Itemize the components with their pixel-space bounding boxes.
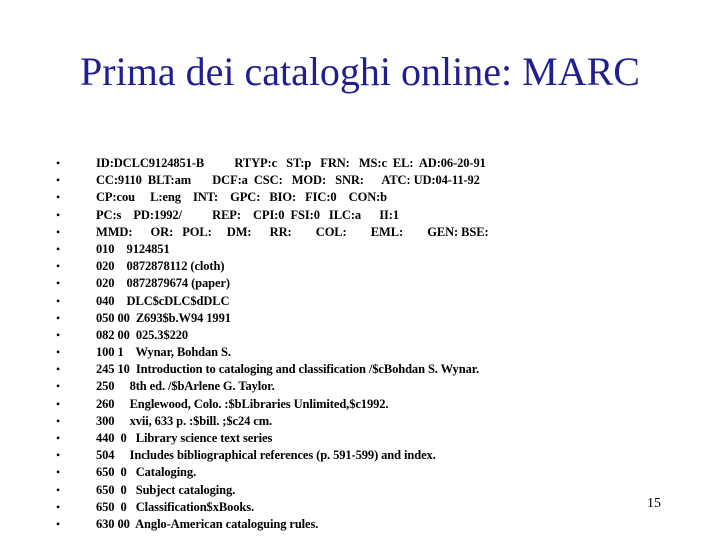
bullet-icon: • <box>56 516 61 531</box>
list-item <box>56 310 656 327</box>
marc-field-text: 630 00 Anglo-American cataloguing rules. <box>96 516 319 531</box>
bullet-icon: • <box>56 310 61 325</box>
list-item <box>56 430 656 447</box>
marc-field-text: 245 10 Introduction to cataloging and classification /$cBohdan S. Wynar. <box>96 362 480 377</box>
bullet-icon: • <box>56 431 61 445</box>
marc-field-text: 020 0872879674 (paper) <box>96 276 230 291</box>
list-item <box>56 293 656 310</box>
bullet-icon: • <box>56 362 61 377</box>
list-item <box>56 224 656 241</box>
list-item <box>56 258 656 275</box>
list-item <box>56 447 656 464</box>
list-item <box>56 189 656 206</box>
list-item <box>56 172 656 189</box>
bullet-icon: • <box>56 173 61 188</box>
marc-field-text: 100 1 Wynar, Bohdan S. <box>96 345 231 360</box>
marc-field-text: MMD: OR: POL: DM: RR: COL: EML: GEN: BSE: <box>96 224 489 239</box>
bullet-icon: • <box>56 156 61 170</box>
list-item <box>56 361 656 378</box>
bullet-icon: • <box>56 276 61 291</box>
list-item <box>56 499 656 516</box>
marc-field-text: 650 0 Subject cataloging. <box>96 482 236 497</box>
marc-field-text: 250 8th ed. /$bArlene G. Taylor. <box>96 379 275 394</box>
bullet-icon: • <box>56 345 61 360</box>
bullet-icon: • <box>56 224 61 239</box>
marc-field-text: 440 0 Library science text series <box>96 431 273 445</box>
list-item <box>56 378 656 395</box>
bullet-icon: • <box>56 413 61 428</box>
list-item <box>56 344 656 361</box>
bullet-icon: • <box>56 482 61 497</box>
marc-field-text: 300 xvii, 633 p. :$bill. ;$c24 cm. <box>96 413 273 428</box>
marc-field-text: 082 00 025.3$220 <box>96 327 189 342</box>
list-item <box>56 241 656 258</box>
bullet-icon: • <box>56 259 61 274</box>
marc-field-text: 050 00 Z693$b.W94 1991 <box>96 310 231 325</box>
bullet-icon: • <box>56 499 61 514</box>
list-item <box>56 464 656 481</box>
slide-title: Prima dei cataloghi online: MARC <box>80 49 640 94</box>
list-item <box>56 413 656 430</box>
bullet-icon: • <box>56 448 61 463</box>
page-number: 15 <box>647 496 661 511</box>
bullet-icon: • <box>56 207 61 222</box>
list-item <box>56 155 656 172</box>
marc-field-text: 650 0 Classification$xBooks. <box>96 499 255 514</box>
marc-field-text: PC:s PD:1992/ REP: CPI:0 FSI:0 ILC:a II:1 <box>96 207 399 222</box>
marc-field-text: CP:cou L:eng INT: GPC: BIO: FIC:0 CON:b <box>96 190 388 205</box>
marc-field-text: 504 Includes bibliographical references (p. 591-599) and index. <box>96 448 436 463</box>
bullet-icon: • <box>56 190 61 205</box>
marc-field-text: ID:DCLC9124851-B RTYP:c ST:p FRN: MS:c EL: AD:06-20-91 <box>96 156 486 170</box>
marc-record-list <box>56 155 656 540</box>
list-item <box>56 482 656 499</box>
list-item <box>56 207 656 224</box>
marc-field-text: 260 Englewood, Colo. :$bLibraries Unlimited,$c1992. <box>96 396 389 411</box>
marc-field-text: 650 0 Cataloging. <box>96 465 197 480</box>
bullet-icon: • <box>56 396 61 411</box>
list-item <box>56 396 656 413</box>
list-item <box>56 275 656 292</box>
bullet-icon: • <box>56 293 61 308</box>
marc-field-text: 010 9124851 <box>96 241 170 256</box>
list-item <box>56 327 656 344</box>
marc-field-text: CC:9110 BLT:am DCF:a CSC: MOD: SNR: ATC: UD:04-11-92 <box>96 173 480 188</box>
bullet-icon: • <box>56 241 61 256</box>
bullet-icon: • <box>56 465 61 480</box>
marc-field-text: 020 0872878112 (cloth) <box>96 259 225 274</box>
marc-field-text: 040 DLC$cDLC$dDLC <box>96 293 230 308</box>
list-item <box>56 516 656 533</box>
bullet-icon: • <box>56 379 61 394</box>
bullet-icon: • <box>56 327 61 342</box>
